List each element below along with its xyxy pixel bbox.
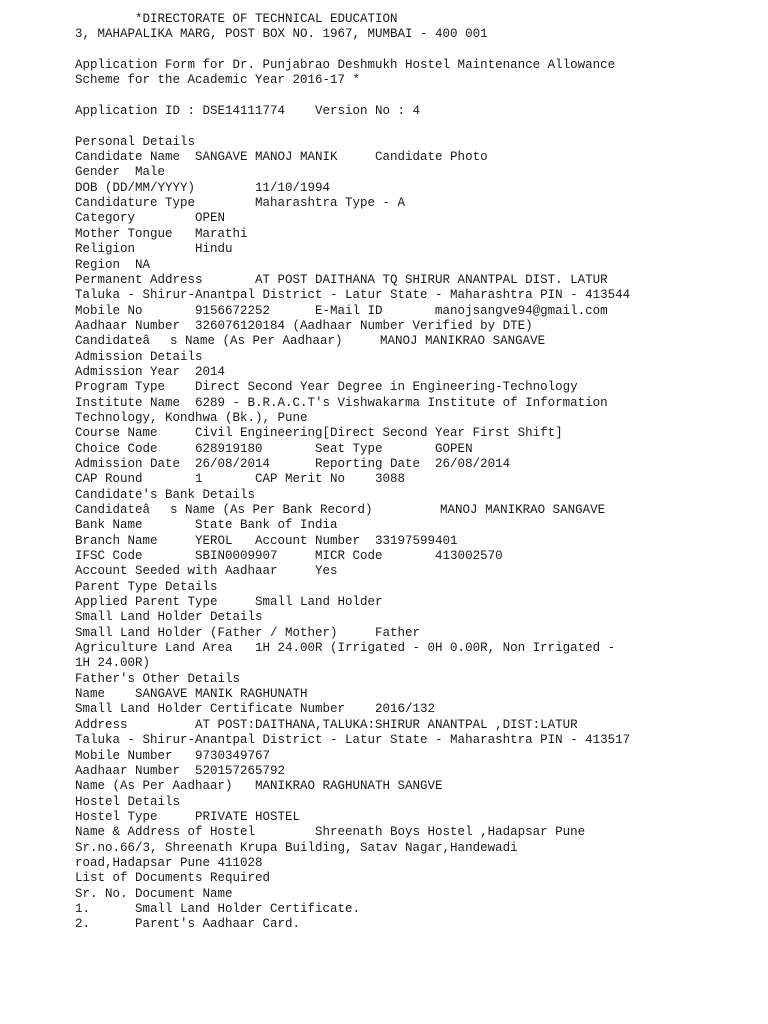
document-line: Account Seeded with Aadhaar Yes xyxy=(75,564,338,579)
document-line: Bank Name State Bank of India xyxy=(75,518,338,533)
document-line: Small Land Holder Details xyxy=(75,610,263,625)
document-line: Application ID : DSE14111774 Version No : 4 xyxy=(75,104,421,119)
document-line: Religion Hindu xyxy=(75,242,233,257)
document-line: Application Form for Dr. Punjabrao Deshmukh Hostel Maintenance Allowance xyxy=(75,58,616,73)
document-line: Permanent Address AT POST DAITHANA TQ SHIRUR ANANTPAL DIST. LATUR xyxy=(75,272,608,287)
document-line xyxy=(75,119,755,134)
document-line: Candidate's Bank Details xyxy=(75,487,256,502)
document-line: 1. Small Land Holder Certificate. xyxy=(75,901,361,916)
document-line: Institute Name 6289 - B.R.A.C.T's Vishwakarma Institute of Information xyxy=(75,395,608,410)
document-line: Agriculture Land Area 1H 24.00R (Irrigated - 0H 0.00R, Non Irrigated - xyxy=(75,641,616,656)
document-line xyxy=(75,89,755,104)
document-line: List of Documents Required xyxy=(75,871,271,886)
document-line: Parent Type Details xyxy=(75,579,218,594)
document-line: Hostel Details xyxy=(75,794,181,809)
document-line: CAP Round 1 CAP Merit No 3088 xyxy=(75,472,406,487)
document-line: 2. Parent's Aadhaar Card. xyxy=(75,917,301,932)
document-line: road,Hadapsar Pune 411028 xyxy=(75,855,263,870)
document-line: IFSC Code SBIN0009907 MICR Code 413002570 xyxy=(75,549,503,564)
document-line: Mobile Number 9730349767 xyxy=(75,748,271,763)
document-line: *DIRECTORATE OF TECHNICAL EDUCATION xyxy=(75,12,398,26)
document-line: Personal Details xyxy=(75,134,196,149)
document-line: Applied Parent Type Small Land Holder xyxy=(75,595,383,610)
document-line: Category OPEN xyxy=(75,211,226,226)
document-line: Region NA xyxy=(75,257,151,272)
document-line: Address AT POST:DAITHANA,TALUKA:SHIRUR ANANTPAL ,DIST:LATUR xyxy=(75,717,578,732)
document-line: DOB (DD/MM/YYYY) 11/10/1994 xyxy=(75,180,331,195)
document-line: Sr. No. Document Name xyxy=(75,886,233,901)
document-line: Aadhaar Number 520157265792 xyxy=(75,763,286,778)
document-line: Aadhaar Number 326076120184 (Aadhaar Number Verified by DTE) xyxy=(75,318,533,333)
document-line: Admission Date 26/08/2014 Reporting Date 26/08/2014 xyxy=(75,456,511,471)
document-line: Program Type Direct Second Year Degree in Engineering-Technology xyxy=(75,380,578,395)
document-line: Course Name Civil Engineering[Direct Second Year First Shift] xyxy=(75,426,563,441)
document-line: Hostel Type PRIVATE HOSTEL xyxy=(75,809,301,824)
document-line: Admission Details xyxy=(75,349,203,364)
document-line: Taluka - Shirur-Anantpal District - Latur State - Maharashtra PIN - 413517 xyxy=(75,733,631,748)
application-document xyxy=(75,12,755,933)
document-line: Candidate Name SANGAVE MANOJ MANIK Candidate Photo xyxy=(75,150,488,165)
document-line: Taluka - Shirur-Anantpal District - Latur State - Maharashtra PIN - 413544 xyxy=(75,288,631,303)
document-line: Technology, Kondhwa (Bk.), Pune xyxy=(75,410,308,425)
document-line: 1H 24.00R) xyxy=(75,656,151,671)
document-line: Admission Year 2014 xyxy=(75,364,226,379)
document-line: Mother Tongue Marathi xyxy=(75,226,248,241)
document-line: Scheme for the Academic Year 2016-17 * xyxy=(75,73,361,88)
document-line xyxy=(75,43,755,58)
document-line: Name (As Per Aadhaar) MANIKRAO RAGHUNATH SANGVE xyxy=(75,779,443,794)
document-line: Father's Other Details xyxy=(75,671,241,686)
document-line: 3, MAHAPALIKA MARG, POST BOX NO. 1967, MUMBAI - 400 001 xyxy=(75,27,488,42)
document-line: Sr.no.66/3, Shreenath Krupa Building, Satav Nagar,Handewadi xyxy=(75,840,518,855)
document-line: Candidature Type Maharashtra Type - A xyxy=(75,196,406,211)
document-line: Small Land Holder Certificate Number 2016/132 xyxy=(75,702,436,717)
document-line: Candidateâs Name (As Per Aadhaar) MANOJ MANIKRAO SANGAVE xyxy=(75,334,546,349)
document-line: Small Land Holder (Father / Mother) Father xyxy=(75,625,421,640)
document-line: Candidateâs Name (As Per Bank Record) MANOJ MANIKRAO SANGAVE xyxy=(75,503,606,517)
document-line: Gender Male xyxy=(75,165,166,180)
document-line: Choice Code 628919180 Seat Type GOPEN xyxy=(75,441,473,456)
document-line: Mobile No 9156672252 E-Mail ID manojsangve94@gmail.com xyxy=(75,303,608,318)
document-line: Branch Name YEROL Account Number 33197599401 xyxy=(75,533,458,548)
document-line: Name SANGAVE MANIK RAGHUNATH xyxy=(75,687,308,702)
document-line: Name & Address of Hostel Shreenath Boys Hostel ,Hadapsar Pune xyxy=(75,825,586,840)
